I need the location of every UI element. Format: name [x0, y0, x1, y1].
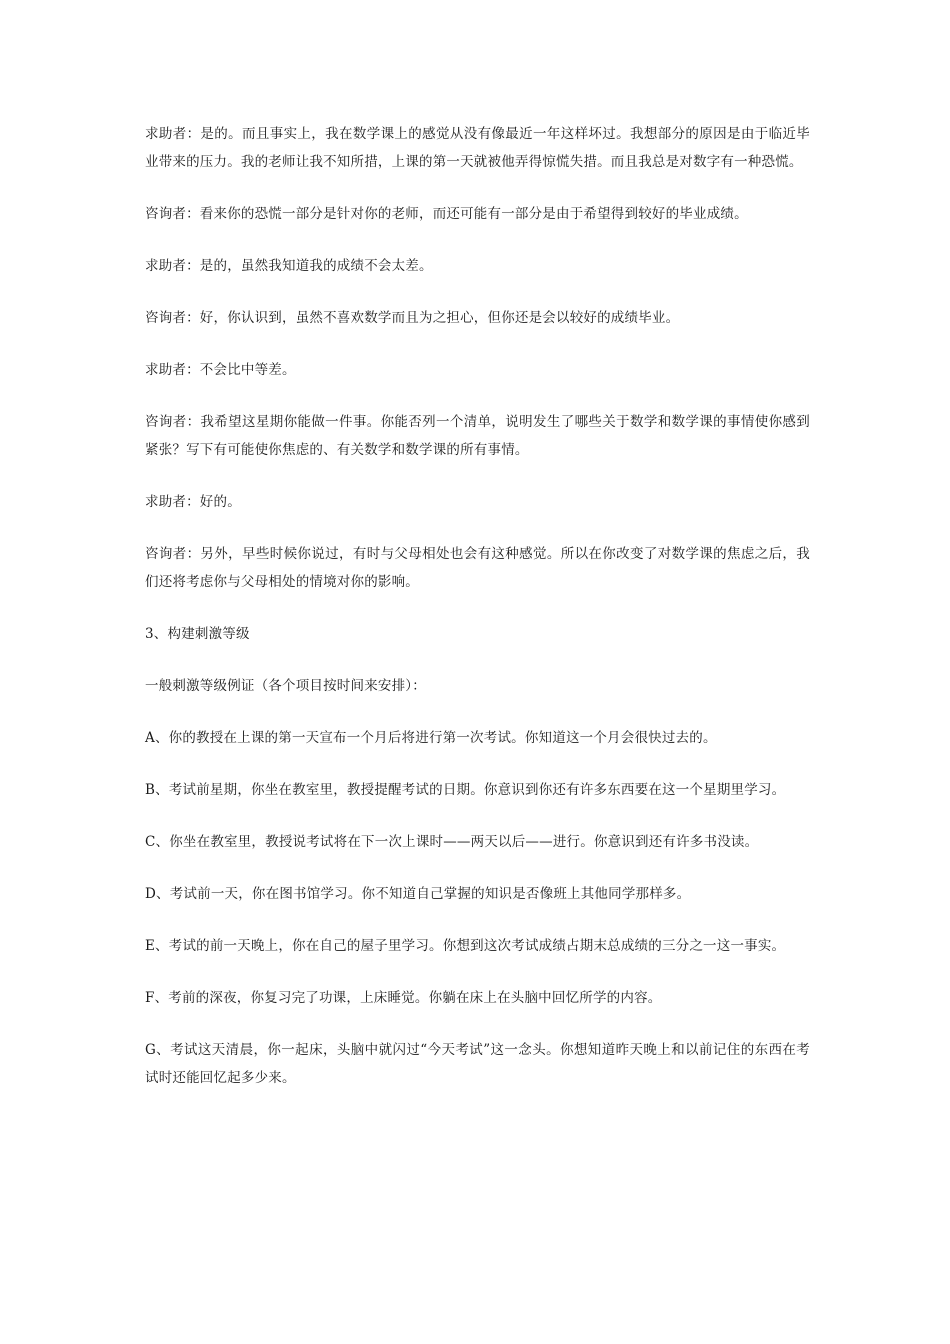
hierarchy-item-d: D、考试前一天，你在图书馆学习。你不知道自己掌握的知识是否像班上其他同学那样多。: [145, 886, 691, 902]
hierarchy-intro: 一般刺激等级例证（各个项目按时间来安排）：: [145, 678, 426, 694]
dialogue-paragraph-helpseeker: 求助者：是的，虽然我知道我的成绩不会太差。: [145, 258, 433, 274]
document-body: [145, 120, 810, 1092]
dialogue-paragraph-helpseeker: 求助者：好的。: [145, 494, 241, 510]
hierarchy-item-b: B、考试前星期，你坐在教室里，教授提醒考试的日期。你意识到你还有许多东西要在这一个星期里学习。: [145, 782, 786, 798]
hierarchy-item-f: F、考前的深夜，你复习完了功课，上床睡觉。你躺在床上在头脑中回忆所学的内容。: [145, 990, 662, 1006]
hierarchy-item-g: G、考试这天清晨，你一起床，头脑中就闪过“今天考试”这一念头。你想知道昨天晚上和以前记住的东西在考试时还能回忆起多少来。: [145, 1042, 810, 1086]
dialogue-paragraph-counselor: 咨询者：好，你认识到，虽然不喜欢数学而且为之担心，但你还是会以较好的成绩毕业。: [145, 310, 680, 326]
dialogue-paragraph-helpseeker: 求助者：不会比中等差。: [145, 362, 296, 378]
hierarchy-item-c: C、你坐在教室里，教授说考试将在下一次上课时——两天以后——进行。你意识到还有许多书没读。: [145, 834, 759, 850]
dialogue-paragraph-helpseeker: 求助者：是的。而且事实上，我在数学课上的感觉从没有像最近一年这样坏过。我想部分的原因是由于临近毕业带来的压力。我的老师让我不知所措，上课的第一天就被他弄得惊慌失措。而且我总是对数字有一种恐慌。: [145, 126, 810, 170]
dialogue-paragraph-counselor: 咨询者：另外，早些时候你说过，有时与父母相处也会有这种感觉。所以在你改变了对数学课的焦虑之后，我们还将考虑你与父母相处的情境对你的影响。: [145, 546, 810, 590]
section-heading: 3、构建刺激等级: [145, 626, 250, 642]
hierarchy-item-e: E、考试的前一天晚上，你在自己的屋子里学习。你想到这次考试成绩占期末总成绩的三分之一这一事实。: [145, 938, 786, 954]
hierarchy-item-a: A、你的教授在上课的第一天宣布一个月后将进行第一次考试。你知道这一个月会很快过去的。: [145, 730, 717, 746]
dialogue-paragraph-counselor: 咨询者：看来你的恐慌一部分是针对你的老师，而还可能有一部分是由于希望得到较好的毕业成绩。: [145, 206, 748, 222]
dialogue-paragraph-counselor: 咨询者：我希望这星期你能做一件事。你能否列一个清单，说明发生了哪些关于数学和数学课的事情使你感到紧张？写下有可能使你焦虑的、有关数学和数学课的所有事情。: [145, 414, 810, 458]
